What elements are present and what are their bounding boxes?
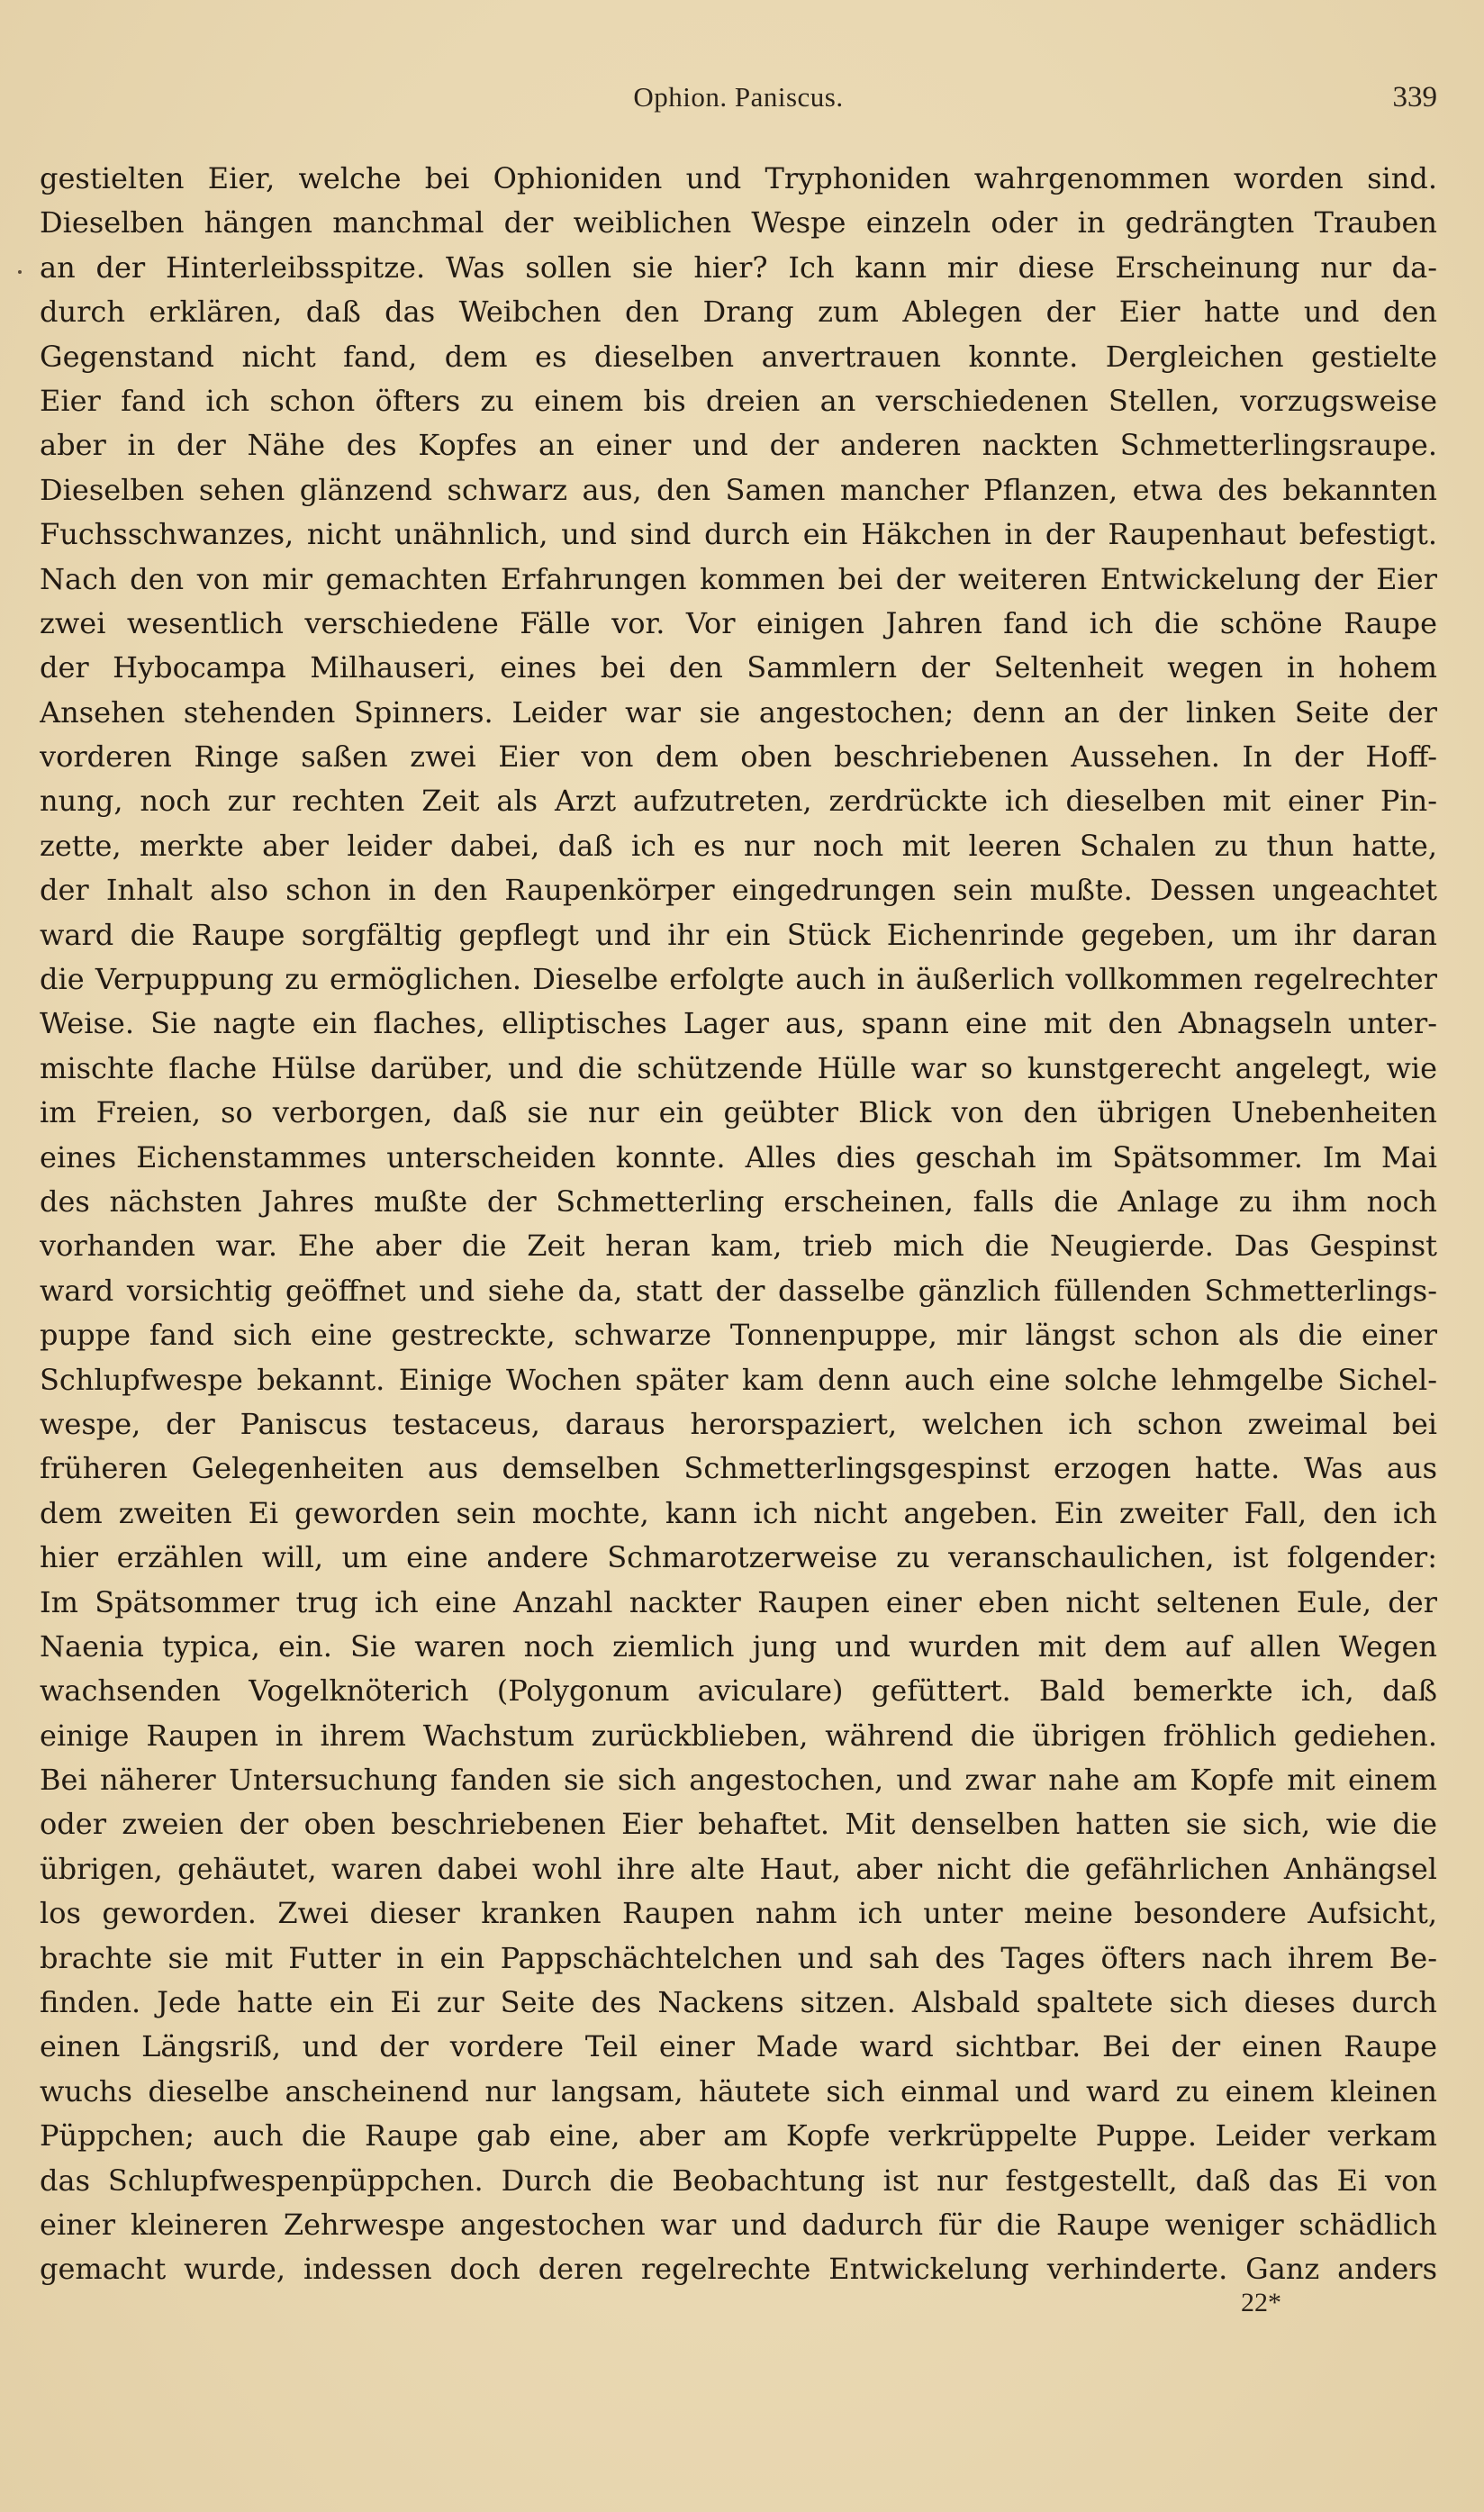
text-line: einer kleineren Zehrwespe angestochen war und dadurch für die Raupe weniger schädlich	[40, 2207, 1437, 2242]
text-line: gestielten Eier, welche bei Ophioniden und Tryphoniden wahrgenommen worden sind.	[40, 161, 1437, 195]
signature-mark: 22*	[1241, 2288, 1281, 2317]
text-line: Fuchsschwanzes, nicht unähnlich, und sind durch ein Häkchen in der Raupenhaut befestigt.	[40, 517, 1437, 552]
text-line: wachsenden Vogelknöterich (Polygonum aviculare) gefüttert. Bald bemerkte ich, daß	[40, 1673, 1437, 1709]
text-line: puppe fand sich eine gestreckte, schwarze Tonnenpuppe, mir längst schon als die einer	[40, 1318, 1437, 1353]
running-title: Ophion. Paniscus.	[633, 81, 844, 113]
text-line: Schlupfwespe bekannt. Einige Wochen später kam denn auch eine solche lehmgelbe Sichel-	[40, 1362, 1437, 1397]
text-line: im Freien, so verborgen, daß sie nur ein geübter Blick von den übrigen Unebenheiten	[40, 1095, 1437, 1130]
text-line: Ansehen stehenden Spinners. Leider war sie angestochen; denn an der linken Seite der	[40, 694, 1437, 730]
text-line: hier erzählen will, um eine andere Schmarotzerweise zu veranschaulichen, ist folgender:	[40, 1540, 1437, 1575]
text-line: Bei näherer Untersuchung fanden sie sich angestochen, und zwar nahe am Kopfe mit einem	[40, 1763, 1437, 1798]
text-line: Gegenstand nicht fand, dem es dieselben anvertrauen konnte. Dergleichen gestielte	[40, 339, 1437, 374]
text-line: mischte flache Hülse darüber, und die schützende Hülle war so kunstgerecht angelegt, wie	[40, 1050, 1437, 1085]
text-line: Dieselben hängen manchmal der weiblichen Wespe einzeln oder in gedrängten Trauben	[40, 205, 1437, 240]
text-line: Püppchen; auch die Raupe gab eine, aber am Kopfe verkrüppelte Puppe. Leider verkam	[40, 2118, 1437, 2154]
text-line: brachte sie mit Futter in ein Pappschächtelchen und sah des Tages öfters nach ihrem Be-	[40, 1940, 1437, 1975]
text-line: Dieselben sehen glänzend schwarz aus, den Samen mancher Pflanzen, etwa des bekannten	[40, 472, 1437, 507]
text-line: finden. Jede hatte ein Ei zur Seite des Nackens sitzen. Alsbald spaltete sich dieses durch	[40, 1985, 1437, 2020]
text-line: Nach den von mir gemachten Erfahrungen kommen bei der weiteren Entwickelung der Eier	[40, 561, 1437, 596]
text-line: Im Spätsommer trug ich eine Anzahl nackter Raupen einer eben nicht seltenen Eule, der	[40, 1584, 1437, 1619]
text-line: zette, merkte aber leider dabei, daß ich es nur noch mit leeren Schalen zu thun hatte,	[40, 828, 1437, 863]
text-line: übrigen, gehäutet, waren dabei wohl ihre alte Haut, aber nicht die gefährlichen Anhängsel	[40, 1851, 1437, 1886]
text-line: dem zweiten Ei geworden sein mochte, kann ich nicht angeben. Ein zweiter Fall, den ich	[40, 1495, 1437, 1530]
text-line: der Inhalt also schon in den Raupenkörper eingedrungen sein mußte. Dessen ungeachtet	[40, 873, 1437, 908]
text-line: los geworden. Zwei dieser kranken Raupen nahm ich unter meine besondere Aufsicht,	[40, 1896, 1437, 1931]
text-line: einen Längsriß, und der vordere Teil einer Made ward sichtbar. Bei der einen Raupe	[40, 2029, 1437, 2064]
text-line: Naenia typica, ein. Sie waren noch ziemlich jung und wurden mit dem auf allen Wegen	[40, 1628, 1437, 1664]
text-line: einige Raupen in ihrem Wachstum zurückblieben, während die übrigen fröhlich gediehen.	[40, 1718, 1437, 1753]
text-line: wuchs dieselbe anscheinend nur langsam, häutete sich einmal und ward zu einem kleinen	[40, 2073, 1437, 2108]
text-line: der Hybocampa Milhauseri, eines bei den Sammlern der Seltenheit wegen in hohem	[40, 650, 1437, 685]
text-line: eines Eichenstammes unterscheiden konnte. Alles dies geschah im Spätsommer. Im Mai	[40, 1139, 1437, 1174]
text-line: nung, noch zur rechten Zeit als Arzt aufzutreten, zerdrückte ich dieselben mit einer Pin-	[40, 784, 1437, 819]
text-line: wespe, der Paniscus testaceus, daraus herorspaziert, welchen ich schon zweimal bei	[40, 1406, 1437, 1441]
text-line: Eier fand ich schon öfters zu einem bis dreien an verschiedenen Stellen, vorzugsweise	[40, 383, 1437, 418]
text-line: ward die Raupe sorgfältig gepflegt und ihr ein Stück Eichenrinde gegeben, um ihr daran	[40, 917, 1437, 952]
text-line: Weise. Sie nagte ein flaches, elliptisches Lager aus, spann eine mit den Abnagseln unter-	[40, 1006, 1437, 1041]
text-line: an der Hinterleibsspitze. Was sollen sie hier? Ich kann mir diese Erscheinung nur da-	[40, 249, 1437, 285]
page-number: 339	[1392, 81, 1437, 113]
text-line: das Schlupfwespenpüppchen. Durch die Beobachtung ist nur festgestellt, daß das Ei von	[40, 2163, 1437, 2198]
text-line: aber in der Nähe des Kopfes an einer und der anderen nackten Schmetterlingsraupe.	[40, 428, 1437, 463]
text-line: durch erklären, daß das Weibchen den Drang zum Ablegen der Eier hatte und den	[40, 295, 1437, 330]
text-line: früheren Gelegenheiten aus demselben Schmetterlingsgespinst erzogen hatte. Was aus	[40, 1451, 1437, 1486]
text-line: ward vorsichtig geöffnet und siehe da, statt der dasselbe gänzlich füllenden Schmetterlings-	[40, 1273, 1437, 1308]
text-line: vorhanden war. Ehe aber die Zeit heran kam, trieb mich die Neugierde. Das Gespinst	[40, 1229, 1437, 1264]
text-line: die Verpuppung zu ermöglichen. Dieselbe erfolgte auch in äußerlich vollkommen regelrechter	[40, 962, 1437, 997]
text-line: vorderen Ringe saßen zwei Eier von dem oben beschriebenen Aussehen. In der Hoff-	[40, 739, 1437, 775]
running-head	[40, 81, 1437, 126]
body-text	[40, 157, 1437, 2292]
text-line: oder zweien der oben beschriebenen Eier behaftet. Mit denselben hatten sie sich, wie die	[40, 1807, 1437, 1842]
text-line: des nächsten Jahres mußte der Schmetterling erscheinen, falls die Anlage zu ihm noch	[40, 1183, 1437, 1219]
margin-mark	[18, 270, 22, 274]
text-line: zwei wesentlich verschiedene Fälle vor. Vor einigen Jahren fand ich die schöne Raupe	[40, 605, 1437, 640]
text-line: gemacht wurde, indessen doch deren regelrechte Entwickelung verhinderte. Ganz anders	[40, 2252, 1437, 2287]
